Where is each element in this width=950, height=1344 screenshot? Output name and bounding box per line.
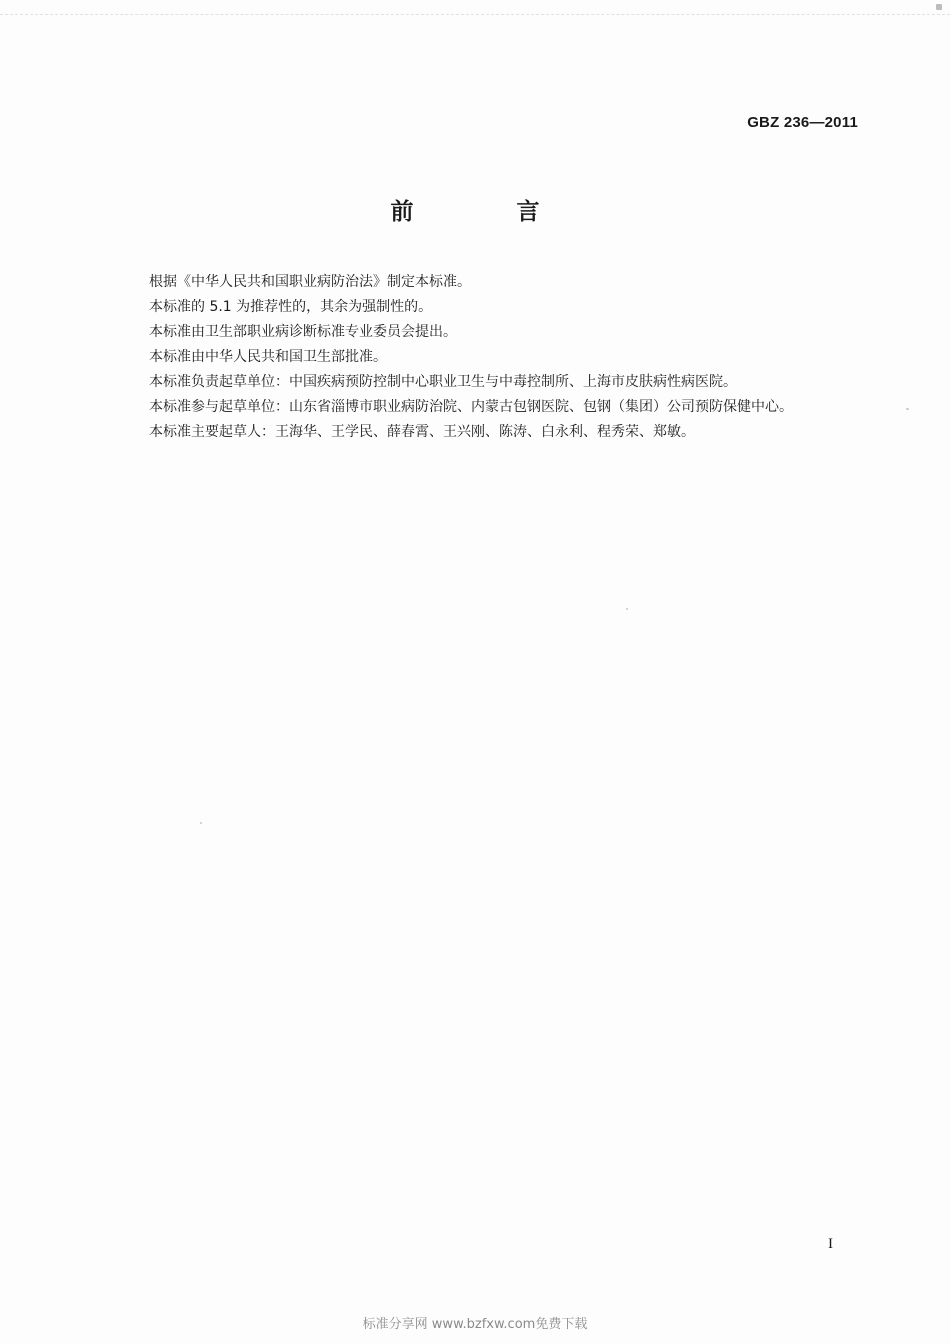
scan-speck [200, 822, 202, 824]
paragraph-responsible-drafters: 本标准负责起草单位：中国疾病预防控制中心职业卫生与中毒控制所、上海市皮肤病性病医院。 [149, 374, 737, 390]
paragraph-recommended-clause: 本标准的 5.1 为推荐性的，其余为强制性的。 [149, 299, 433, 315]
standard-code: GBZ 236—2011 [747, 114, 858, 131]
scan-edge [0, 0, 950, 15]
foreword-body [120, 270, 860, 445]
scan-speck [906, 408, 909, 410]
paragraph-legal-basis: 根据《中华人民共和国职业病防治法》制定本标准。 [149, 274, 471, 290]
paragraph-main-drafters: 本标准主要起草人：王海华、王学民、薛春霄、王兴刚、陈涛、白永利、程秀荣、郑敏。 [149, 424, 695, 440]
paragraph-participating-drafters: 本标准参与起草单位：山东省淄博市职业病防治院、内蒙古包钢医院、包钢（集团）公司预防保健中心。 [149, 399, 793, 415]
paragraph-approved-by: 本标准由中华人民共和国卫生部批准。 [149, 349, 387, 365]
corner-mark [936, 4, 942, 10]
page-number: I [828, 1236, 833, 1252]
paragraph-proposed-by: 本标准由卫生部职业病诊断标准专业委员会提出。 [149, 324, 457, 340]
page-title: 前 言 [390, 199, 580, 225]
site-watermark: 标准分享网 www.bzfxw.com免费下载 [362, 1317, 588, 1332]
scan-speck [626, 608, 628, 610]
